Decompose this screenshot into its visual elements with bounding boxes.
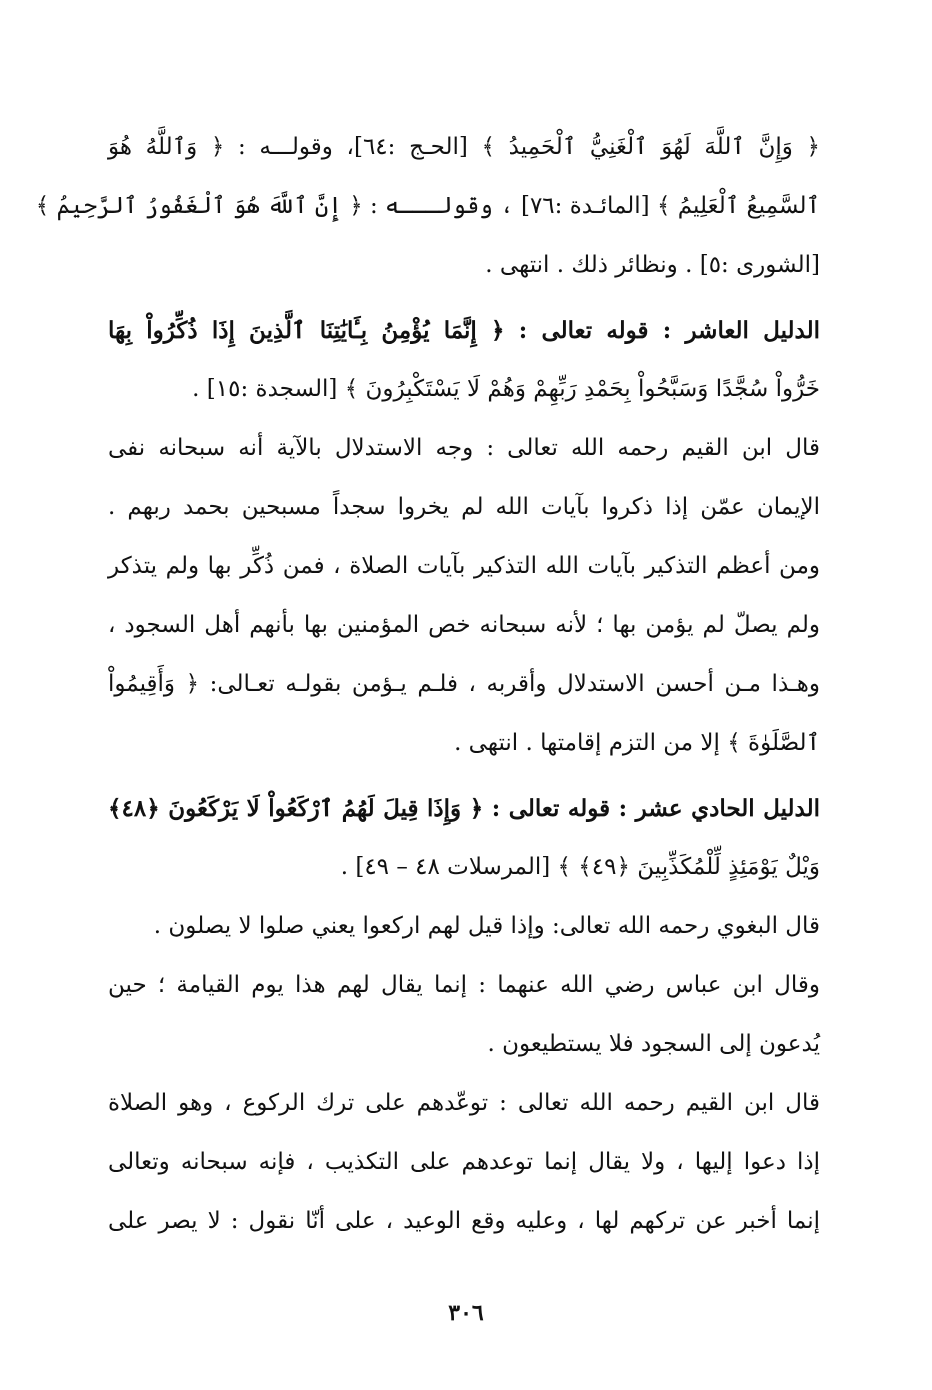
- text-line-15: وقال ابن عباس رضي الله عنهما : إنما يقال لهم هذا يوم القيامة ؛ حين: [108, 972, 820, 998]
- evidence-eleven-heading-line: الدليل الحادي عشر : قوله تعالى : ﴿ وَإِذَا قِيلَ لَهُمُ ٱرْكَعُواْ لَا يَرْكَعُونَ ﴿٤٨﴾: [108, 795, 820, 822]
- text-line-18: إذا دعوا إليها ، ولا يقال إنما توعدهم على التكذيب ، فإنه سبحانه وتعالى: [108, 1149, 820, 1175]
- text-line-2: ٱلسَّمِيعُ ٱلْعَلِيمُ ﴾ [المائـدة :٧٦] ، وقولـــه : ﴿ إِنَّ ٱللَّهَ هُوَ ٱلْغَفُورُ ٱلرَّحِيمُ ﴾: [35, 193, 820, 219]
- page-number: ٣٠٦: [448, 1300, 484, 1326]
- text-line-13: وَيْلٌ يَوْمَئِذٍ لِّلْمُكَذِّبِينَ ﴿٤٩﴾ ﴾ [المرسلات ٤٨ – ٤٩] .: [340, 854, 820, 880]
- text-line-10: وهـذا مـن أحسن الاستدلال وأقربه ، فلـم يـؤمن بقولـه تعـالى: ﴿ وَأَقِيمُواْ: [108, 671, 820, 697]
- text-line-5: خَرُّواْ سُجَّدًا وَسَبَّحُواْ بِحَمْدِ رَبِّهِمْ وَهُمْ لَا يَسْتَكْبِرُونَ ﴾ [السجدة :١٥] .: [192, 376, 820, 402]
- text-line-19: إنما أخبر عن تركهم لها ، وعليه وقع الوعيد ، على أنّا نقول : لا يصر على: [108, 1208, 820, 1234]
- text-line-11: ٱلصَّلَوٰةَ ﴾ إلا من التزم إقامتها . انتهى .: [454, 730, 820, 756]
- text-line-16: يُدعون إلى السجود فلا يستطيعون .: [487, 1031, 820, 1057]
- page-body-text: [35, 118, 820, 1251]
- text-line-6: قال ابن القيم رحمه الله تعالى : وجه الاستدلال بالآية أنه سبحانه نفى: [108, 435, 820, 461]
- text-line-3: [الشورى :٥] . ونظائر ذلك . انتهى .: [485, 252, 820, 278]
- evidence-ten-heading-line: الدليل العاشر : قوله تعالى : ﴿ إِنَّمَا يُؤْمِنُ بِـَٔايَٰتِنَا ٱلَّذِينَ إِذَا ذُكِّرُواْ بِهَا: [108, 317, 820, 344]
- text-line-17: قال ابن القيم رحمه الله تعالى : توعّدهم على ترك الركوع ، وهو الصلاة: [108, 1090, 820, 1116]
- text-line-8: ومن أعظم التذكير بآيات الله التذكير بآيات الصلاة ، فمن ذُكِّر بها ولم يتذكر: [108, 553, 820, 579]
- text-line-1: ﴿ وَإِنَّ ٱللَّهَ لَهُوَ ٱلْغَنِيُّ ٱلْحَمِيدُ ﴾ [الحـج :٦٤]، وقولـــه : ﴿ وَٱللَّهُ هُوَ: [108, 134, 820, 160]
- text-line-14: قال البغوي رحمه الله تعالى: وإذا قيل لهم اركعوا يعني صلوا لا يصلون .: [153, 913, 820, 939]
- text-line-9: ولم يصلّ لم يؤمن بها ؛ لأنه سبحانه خص المؤمنين بها بأنهم أهل السجود ،: [108, 612, 820, 638]
- text-line-7: الإيمان عمّن إذا ذكروا بآيات الله لم يخروا سجداً مسبحين بحمد ربهم .: [108, 494, 820, 520]
